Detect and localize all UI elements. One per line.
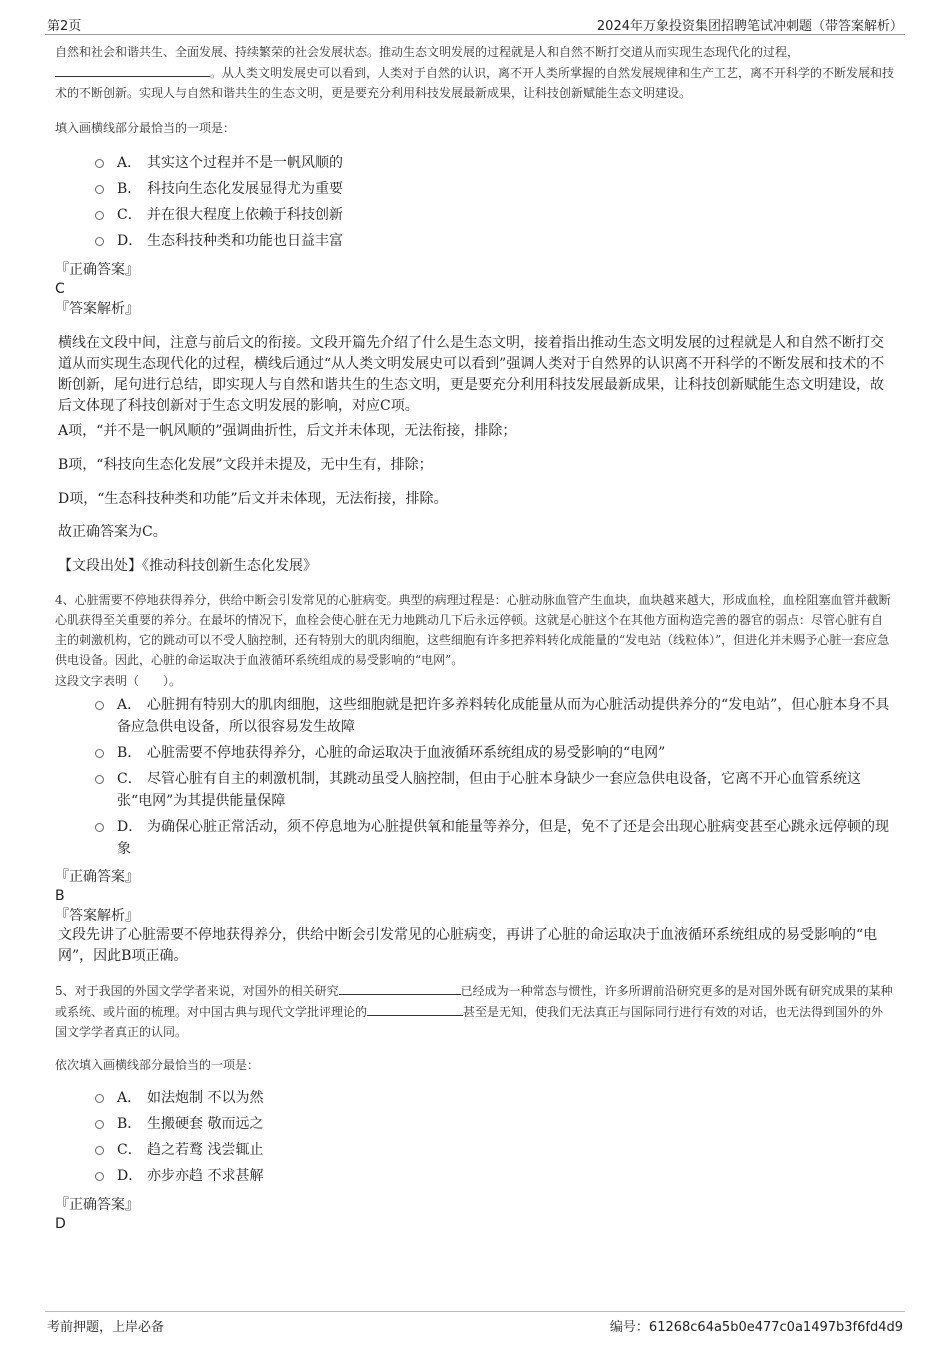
q5-option-b[interactable] bbox=[95, 1113, 895, 1135]
q5-prompt: 依次填入画横线部分最恰当的一项是： bbox=[55, 1058, 260, 1072]
page-number: 第2页 bbox=[47, 19, 82, 34]
page-footer bbox=[45, 1311, 905, 1338]
q3-blank bbox=[55, 62, 210, 77]
page-header bbox=[45, 12, 905, 35]
q3-option-d[interactable] bbox=[95, 230, 895, 252]
q5-passage-part2: 已经成为一种常态与惯性，许多所谓前沿研究更多的是对国外既有研究成果的某种或系统、或片面的梳理。对中国古典与现代文学批评理论的 bbox=[55, 984, 893, 1019]
option-text: 生搬硬套 敬而远之 bbox=[147, 1116, 264, 1132]
q3-passage-part1: 自然和社会和谐共生、全面发展、持续繁荣的社会发展状态。推动生态文明发展的过程就是人和自然不断打交道从而实现生态现代化的过程， bbox=[55, 45, 800, 59]
q3-prompt: 填入画横线部分最恰当的一项是： bbox=[55, 121, 236, 135]
option-letter: A． bbox=[117, 155, 142, 171]
q4-prompt: 这段文字表明（ ）。 bbox=[55, 674, 182, 688]
option-letter: C． bbox=[117, 771, 142, 787]
footer-slogan: 考前押题，上岸必备 bbox=[47, 1320, 165, 1335]
q3-passage-part2: 。从人类文明发展史可以看到，人类对于自然的认识，离不开人类所掌握的自然发展规律和生产工艺，离不开科学的不断发展和技术的不断创新。实现人与自然和谐共生的生态文明，更是要充分利用科技发展最新成果，让科技创新赋能生态文明建设。 bbox=[55, 66, 895, 100]
q3-analysis-label: 『答案解析』 bbox=[55, 301, 139, 317]
q4-option-a[interactable] bbox=[95, 694, 895, 738]
radio-icon[interactable] bbox=[95, 701, 104, 710]
option-text: 并在很大程度上依赖于科技创新 bbox=[147, 207, 343, 223]
q5-passage-part1: 5、对于我国的外国文学学者来说，对国外的相关研究 bbox=[55, 984, 339, 998]
q4-passage: 4、心脏需要不停地获得养分，供给中断会引发常见的心脏病变。典型的病理过程是：心脏动脉血管产生血块，血块越来越大，形成血栓，血栓阻塞血管并截断心肌获得至关重要的养分。在最坏的情况下，血栓会使心脏在无力地跳动几下后永远停顿。这就是心脏这个在其他方面构造完善的器官的弱点：尽管心脏有自主的刺激机构，它的跳动可以不受人脑控制，还有特别大的肌肉细胞，这些细胞有许多把养料转化成能量的“发电站（线粒体）”，但进化并未赐予心脏一套应急供电设备。因此，心脏的命运取决于血液循环系统组成的易受影响的“电网”。 bbox=[55, 593, 891, 667]
radio-icon[interactable] bbox=[95, 237, 104, 246]
q4-option-d[interactable] bbox=[95, 816, 895, 860]
radio-icon[interactable] bbox=[95, 159, 104, 168]
option-text: 如法炮制 不以为然 bbox=[147, 1090, 264, 1106]
option-letter: B． bbox=[117, 1116, 142, 1132]
option-letter: A． bbox=[117, 1090, 142, 1106]
q5-blank-1 bbox=[339, 980, 461, 995]
radio-icon[interactable] bbox=[95, 775, 104, 784]
q4-answer: B bbox=[55, 888, 65, 904]
option-letter: A． bbox=[117, 697, 142, 713]
q5-option-a[interactable] bbox=[95, 1087, 895, 1109]
radio-icon[interactable] bbox=[95, 823, 104, 832]
q5-answer: D bbox=[55, 1216, 66, 1232]
radio-icon[interactable] bbox=[95, 211, 104, 220]
option-text: 为确保心脏正常活动，须不停息地为心脏提供氧和能量等养分，但是，免不了还是会出现心脏病变甚至心跳永远停顿的现象 bbox=[117, 819, 889, 857]
option-text: 心脏需要不停地获得养分，心脏的命运取决于血液循环系统组成的易受影响的“电网” bbox=[147, 745, 666, 761]
option-text: 尽管心脏有自主的刺激机制，其跳动虽受人脑控制，但由于心脏本身缺少一套应急供电设备，它离不开心血管系统这张“电网”为其提供能量保障 bbox=[117, 771, 861, 809]
document-title: 2024年万象投资集团招聘笔试冲刺题（带答案解析） bbox=[596, 19, 903, 34]
option-text: 趋之若鹜 浅尝辄止 bbox=[147, 1142, 264, 1158]
option-text: 生态科技种类和功能也日益丰富 bbox=[147, 233, 343, 249]
q3-options bbox=[95, 152, 895, 252]
q3-option-a[interactable] bbox=[95, 152, 895, 174]
option-text: 心脏拥有特别大的肌肉细胞，这些细胞就是把许多养料转化成能量从而为心脏活动提供养分的“发电站”，但心脏本身不具备应急供电设备，所以很容易发生故障 bbox=[117, 697, 890, 735]
option-letter: D． bbox=[117, 1168, 143, 1184]
q3-answer-label: 『正确答案』 bbox=[55, 262, 139, 278]
option-letter: B． bbox=[117, 745, 142, 761]
q5-options bbox=[95, 1087, 895, 1187]
q4-options bbox=[95, 694, 895, 860]
option-text: 科技向生态化发展显得尤为重要 bbox=[147, 181, 343, 197]
radio-icon[interactable] bbox=[95, 1172, 104, 1181]
q3-analysis-a: A项，“并不是一帆风顺的”强调曲折性，后文并未体现，无法衔接，排除； bbox=[58, 423, 517, 439]
q4-option-b[interactable] bbox=[95, 742, 895, 764]
option-letter: D． bbox=[117, 233, 143, 249]
q3-analysis-b: B项，“科技向生态化发展”文段并未提及，无中生有，排除； bbox=[58, 457, 433, 473]
q4-option-c[interactable] bbox=[95, 768, 895, 812]
radio-icon[interactable] bbox=[95, 1094, 104, 1103]
option-letter: B． bbox=[117, 181, 142, 197]
radio-icon[interactable] bbox=[95, 185, 104, 194]
q3-conclusion: 故正确答案为C。 bbox=[58, 524, 167, 540]
q3-analysis-main: 横线在文段中间，注意与前后文的衔接。文段开篇先介绍了什么是生态文明，接着指出推动生态文明发展的过程就是人和自然不断打交道从而实现生态现代化的过程，横线后通过“从人类文明发展史可以看到”强调人类对于自然界的认识离不开科学的不断发展和技术的不断创新，尾句进行总结，即实现人与自然和谐共生的生态文明，更是要充分利用科技发展最新成果，让科技创新赋能生态文明建设，故后文体现了科技创新对于生态文明发展的影响，对应C项。 bbox=[58, 335, 885, 414]
option-letter: D． bbox=[117, 819, 143, 835]
q5-passage-part3: 甚至是无知，使我们无法真正与国际同行进行有效的对话，也无法得到国外的外国文学学者真正的认同。 bbox=[55, 1005, 884, 1039]
q4-analysis-label: 『答案解析』 bbox=[55, 908, 139, 924]
radio-icon[interactable] bbox=[95, 749, 104, 758]
q4-answer-label: 『正确答案』 bbox=[55, 869, 139, 885]
q5-blank-2 bbox=[367, 1001, 463, 1016]
q3-analysis-d: D项，“生态科技种类和功能”后文并未体现，无法衔接，排除。 bbox=[58, 491, 448, 507]
q5-option-c[interactable] bbox=[95, 1139, 895, 1161]
radio-icon[interactable] bbox=[95, 1120, 104, 1129]
q3-passage bbox=[55, 42, 895, 103]
q5-option-d[interactable] bbox=[95, 1165, 895, 1187]
q3-option-b[interactable] bbox=[95, 178, 895, 200]
q5-passage bbox=[55, 980, 895, 1042]
option-letter: C． bbox=[117, 207, 142, 223]
document-id: 编号：61268c64a5b0e477c0a1497b3f6fd4d9 bbox=[609, 1320, 903, 1335]
radio-icon[interactable] bbox=[95, 1146, 104, 1155]
q3-source: 【文段出处】《推动科技创新生态化发展》 bbox=[58, 558, 317, 574]
option-text: 亦步亦趋 不求甚解 bbox=[147, 1168, 264, 1184]
q5-answer-label: 『正确答案』 bbox=[55, 1197, 139, 1213]
q3-answer: C bbox=[55, 281, 65, 297]
option-letter: C． bbox=[117, 1142, 142, 1158]
option-text: 其实这个过程并不是一帆风顺的 bbox=[147, 155, 343, 171]
q4-analysis: 文段先讲了心脏需要不停地获得养分，供给中断会引发常见的心脏病变，再讲了心脏的命运取决于血液循环系统组成的易受影响的“电网”，因此B项正确。 bbox=[58, 927, 878, 964]
q3-option-c[interactable] bbox=[95, 204, 895, 226]
